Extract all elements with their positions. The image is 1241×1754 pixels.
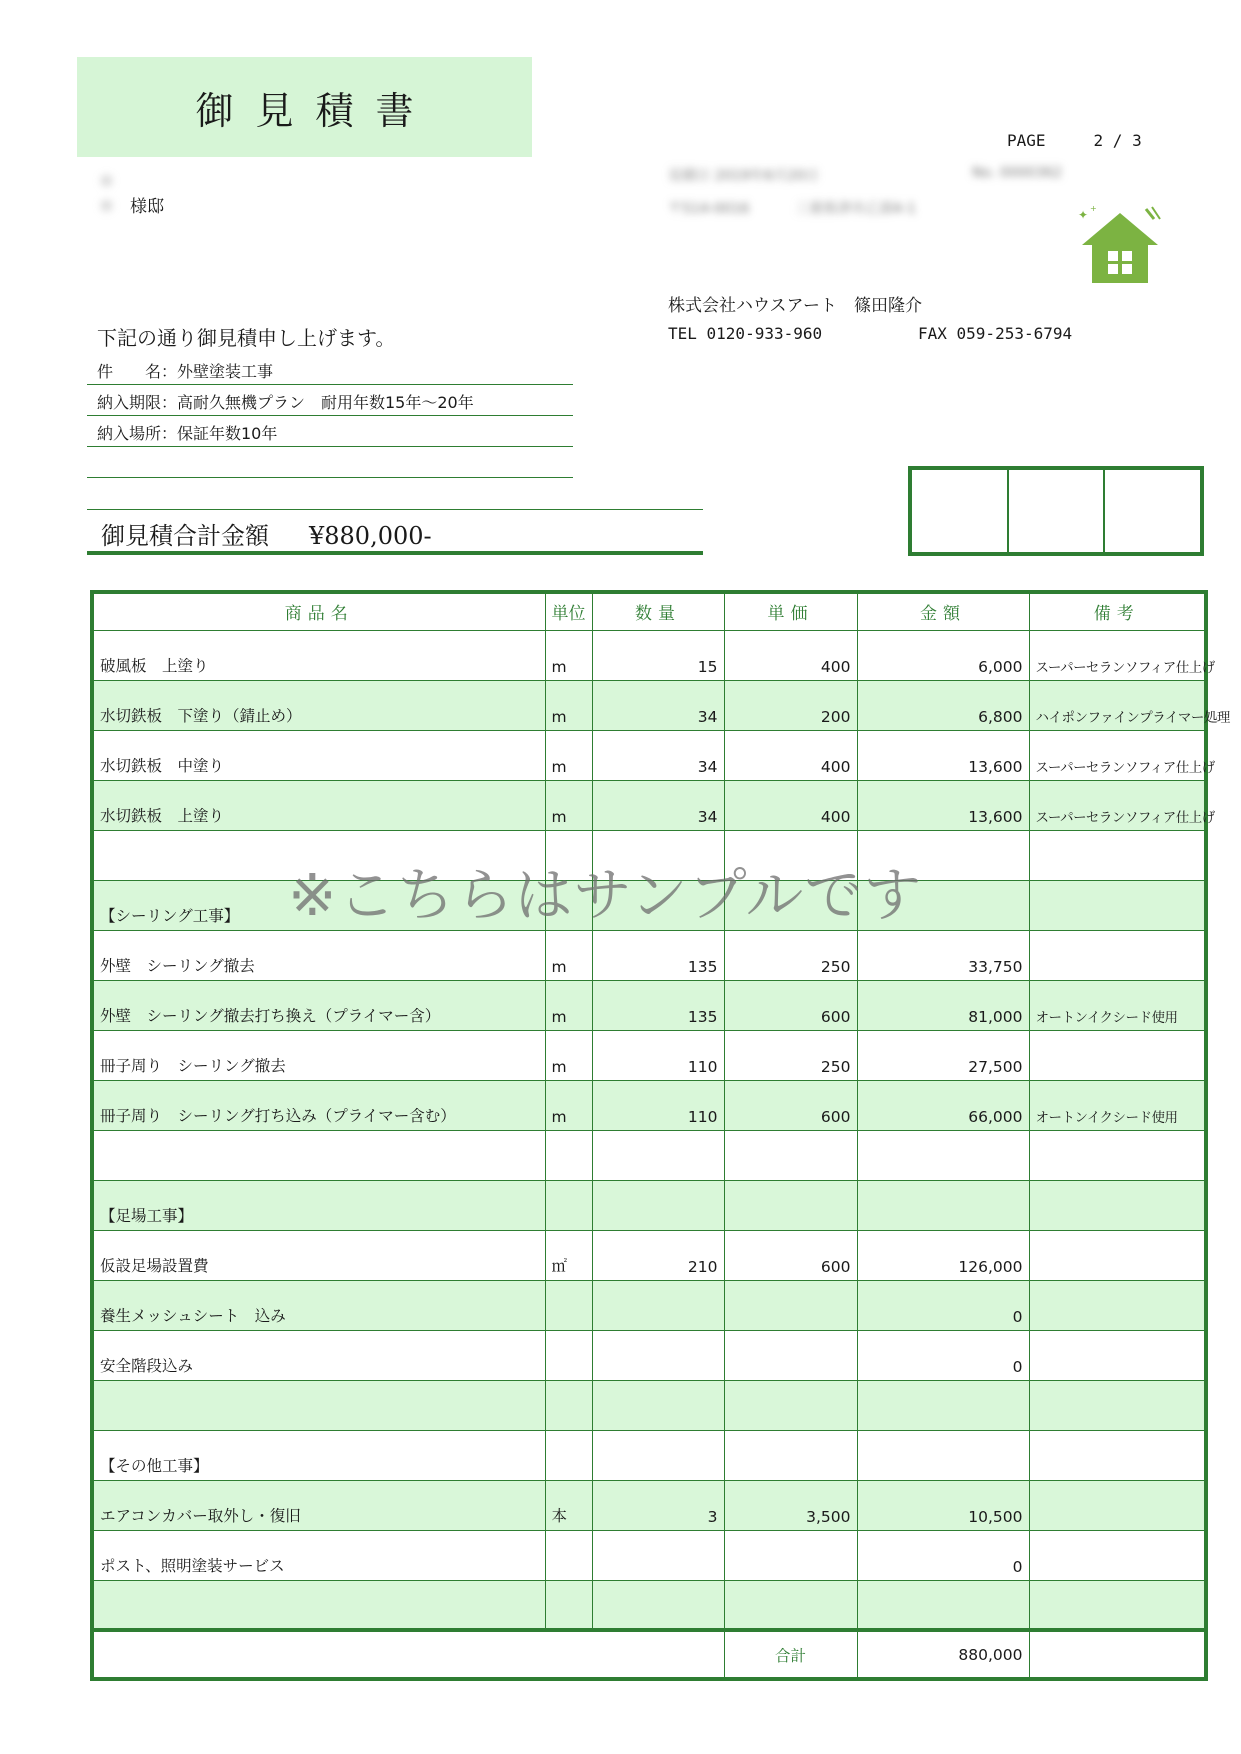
cell-remarks (1029, 1230, 1206, 1280)
client-name-blurred: ＊＊ (98, 172, 115, 217)
cell-item-name (92, 1580, 545, 1630)
table-row (92, 780, 1206, 830)
cell-item-name: 【シーリング工事】 (92, 880, 545, 930)
cell-unit: m (545, 680, 592, 730)
cell-remarks (1029, 830, 1206, 880)
total-row-blank (92, 1630, 724, 1679)
cell-unit-price (724, 1280, 857, 1330)
stamp-box (1105, 470, 1200, 552)
cell-quantity: 34 (592, 730, 724, 780)
cell-remarks (1029, 1130, 1206, 1180)
table-row (92, 680, 1206, 730)
cell-remarks (1029, 880, 1206, 930)
cell-quantity: 3 (592, 1480, 724, 1530)
cell-remarks (1029, 1480, 1206, 1530)
cell-item-name: 破風板 上塗り (92, 630, 545, 680)
cell-unit-price (724, 1330, 857, 1380)
cell-unit-price: 400 (724, 730, 857, 780)
stamp-box (912, 470, 1009, 552)
info-deadline: 納入期限：高耐久無機プラン 耐用年数15年～20年 (87, 386, 573, 416)
cell-quantity: 110 (592, 1030, 724, 1080)
cell-remarks (1029, 1430, 1206, 1480)
header-item-name: 商品名 (92, 592, 545, 630)
company-name: 株式会社ハウスアート 篠田隆介 (668, 296, 922, 316)
cell-unit-price (724, 880, 857, 930)
cell-item-name: エアコンカバー取外し・復旧 (92, 1480, 545, 1530)
document-title-box (77, 57, 532, 157)
table-row (92, 1580, 1206, 1630)
estimate-total (87, 509, 703, 555)
blurred-postal: 〒514-0016 (668, 201, 750, 217)
cell-item-name: 水切鉄板 上塗り (92, 780, 545, 830)
cell-amount (857, 1430, 1029, 1480)
table-row (92, 730, 1206, 780)
cell-unit-price (724, 1580, 857, 1630)
cell-amount (857, 1580, 1029, 1630)
cell-quantity (592, 1330, 724, 1380)
cell-quantity (592, 1280, 724, 1330)
cell-remarks: スーパーセランソフィア仕上げ (1029, 780, 1206, 830)
cell-amount (857, 1130, 1029, 1180)
header-unit-price: 単価 (724, 592, 857, 630)
cell-amount: 0 (857, 1530, 1029, 1580)
cell-amount: 0 (857, 1330, 1029, 1380)
cell-item-name: 冊子周り シーリング打ち込み（プライマー含む） (92, 1080, 545, 1130)
cell-item-name: 仮設足場設置費 (92, 1230, 545, 1280)
cell-item-name: 【その他工事】 (92, 1430, 545, 1480)
cell-unit: m (545, 1030, 592, 1080)
cell-quantity: 34 (592, 680, 724, 730)
cell-item-name: 外壁 シーリング撤去 (92, 930, 545, 980)
cell-quantity (592, 1530, 724, 1580)
estimate-total-value: ¥880,000- (309, 522, 432, 550)
table-row (92, 1280, 1206, 1330)
cell-amount: 0 (857, 1280, 1029, 1330)
cell-unit-price: 600 (724, 1230, 857, 1280)
cell-unit: ㎡ (545, 1230, 592, 1280)
cell-unit-price (724, 1430, 857, 1480)
client-suffix: 様邸 (130, 197, 164, 217)
cell-unit: m (545, 980, 592, 1030)
table-row (92, 1130, 1206, 1180)
cell-amount: 81,000 (857, 980, 1029, 1030)
table-row (92, 1230, 1206, 1280)
cell-amount (857, 830, 1029, 880)
cell-item-name (92, 830, 545, 880)
cell-quantity: 110 (592, 1080, 724, 1130)
cell-unit (545, 1530, 592, 1580)
cell-remarks (1029, 1280, 1206, 1330)
cell-amount (857, 1180, 1029, 1230)
cell-item-name: 水切鉄板 中塗り (92, 730, 545, 780)
total-value: 880,000 (857, 1630, 1029, 1679)
cell-remarks: ハイポンファインプライマー処理 (1029, 680, 1206, 730)
client-name (98, 167, 164, 217)
cell-unit-price: 400 (724, 630, 857, 680)
cell-amount (857, 1380, 1029, 1430)
cell-unit: 本 (545, 1480, 592, 1530)
total-row (92, 1630, 1206, 1679)
table-row (92, 880, 1206, 930)
cell-unit (545, 1130, 592, 1180)
table-row (92, 980, 1206, 1030)
company-fax: FAX 059-253-6794 (918, 324, 1073, 343)
cell-unit-price: 600 (724, 1080, 857, 1130)
cell-item-name: 外壁 シーリング撤去打ち換え（プライマー含） (92, 980, 545, 1030)
cell-unit-price: 400 (724, 780, 857, 830)
sample-watermark: ※こちらはサンプルです (288, 861, 923, 929)
cell-amount: 126,000 (857, 1230, 1029, 1280)
cell-amount: 33,750 (857, 930, 1029, 980)
cell-remarks: スーパーセランソフィア仕上げ (1029, 730, 1206, 780)
page-indicator (1007, 131, 1142, 150)
cell-item-name: 安全階段込み (92, 1330, 545, 1380)
cell-remarks (1029, 1030, 1206, 1080)
cell-quantity (592, 1580, 724, 1630)
svg-text:+: + (1090, 204, 1097, 213)
total-remarks-blank (1029, 1630, 1206, 1679)
table-row (92, 1030, 1206, 1080)
cell-item-name: 水切鉄板 下塗り（錆止め） (92, 680, 545, 730)
cell-quantity: 15 (592, 630, 724, 680)
cell-unit (545, 880, 592, 930)
cell-amount: 13,600 (857, 780, 1029, 830)
cell-unit-price (724, 1380, 857, 1430)
cell-unit: m (545, 930, 592, 980)
approval-stamp-boxes (908, 466, 1204, 556)
header-amount: 金額 (857, 592, 1029, 630)
stamp-box (1009, 470, 1106, 552)
cell-remarks (1029, 1330, 1206, 1380)
blurred-number: No. 0000362 (972, 165, 1063, 181)
table-row (92, 1480, 1206, 1530)
table-row (92, 1080, 1206, 1130)
cell-quantity: 34 (592, 780, 724, 830)
blurred-date: 見積日 2019年6月20日 (668, 168, 819, 184)
info-subject: 件 名：外壁塗装工事 (87, 355, 573, 385)
cell-unit-price (724, 1180, 857, 1230)
table-row (92, 930, 1206, 980)
cell-unit (545, 1580, 592, 1630)
cell-amount: 13,600 (857, 730, 1029, 780)
cell-item-name: 【足場工事】 (92, 1180, 545, 1230)
cell-amount: 66,000 (857, 1080, 1029, 1130)
total-label: 合計 (724, 1630, 857, 1679)
svg-text:✦: ✦ (1078, 208, 1089, 222)
cell-amount: 6,800 (857, 680, 1029, 730)
document-title: 御見積書 (195, 88, 436, 133)
cell-remarks: オートンイクシード使用 (1029, 980, 1206, 1030)
cell-remarks (1029, 1380, 1206, 1430)
cell-quantity (592, 1430, 724, 1480)
cell-unit-price (724, 1130, 857, 1180)
cell-quantity (592, 880, 724, 930)
cell-amount: 6,000 (857, 630, 1029, 680)
page-label: PAGE (1007, 131, 1046, 150)
cell-remarks: スーパーセランソフィア仕上げ (1029, 630, 1206, 680)
cell-unit (545, 1180, 592, 1230)
cell-quantity: 210 (592, 1230, 724, 1280)
cell-remarks (1029, 1180, 1206, 1230)
cell-amount (857, 880, 1029, 930)
cell-item-name: 養生メッシュシート 込み (92, 1280, 545, 1330)
table-row (92, 1530, 1206, 1580)
cell-remarks: オートンイクシード使用 (1029, 1080, 1206, 1130)
info-place: 納入場所：保証年数10年 (87, 417, 573, 447)
table-row (92, 1380, 1206, 1430)
cell-unit (545, 830, 592, 880)
table-row (92, 1330, 1206, 1380)
cell-item-name (92, 1380, 545, 1430)
house-logo-icon (1076, 205, 1164, 287)
cell-unit: m (545, 1080, 592, 1130)
company-tel: TEL 0120-933-960 (668, 324, 823, 343)
cell-quantity: 135 (592, 980, 724, 1030)
table-row (92, 630, 1206, 680)
cell-unit-price (724, 1530, 857, 1580)
cell-amount: 10,500 (857, 1480, 1029, 1530)
cell-amount: 27,500 (857, 1030, 1029, 1080)
cell-remarks (1029, 1530, 1206, 1580)
table-row (92, 1430, 1206, 1480)
intro-text: 下記の通り御見積申し上げます。 (97, 326, 396, 350)
info-blank (87, 448, 573, 478)
estimate-total-label: 御見積合計金額 (101, 522, 269, 550)
cell-item-name (92, 1130, 545, 1180)
table-header-row (92, 592, 1206, 630)
table-row (92, 830, 1206, 880)
cell-quantity (592, 1380, 724, 1430)
cell-unit (545, 1430, 592, 1480)
cell-remarks (1029, 930, 1206, 980)
cell-unit: m (545, 780, 592, 830)
cell-quantity (592, 1130, 724, 1180)
cell-unit: m (545, 630, 592, 680)
cell-remarks (1029, 1580, 1206, 1630)
cell-unit-price: 200 (724, 680, 857, 730)
estimate-table (90, 590, 1230, 1681)
cell-unit-price: 250 (724, 1030, 857, 1080)
header-remarks: 備考 (1029, 592, 1206, 630)
cell-quantity (592, 830, 724, 880)
cell-unit-price: 250 (724, 930, 857, 980)
cell-unit-price: 600 (724, 980, 857, 1030)
cell-unit-price: 3,500 (724, 1480, 857, 1530)
cell-unit (545, 1280, 592, 1330)
header-quantity: 数量 (592, 592, 724, 630)
cell-quantity: 135 (592, 930, 724, 980)
cell-unit-price (724, 830, 857, 880)
table-row (92, 1180, 1206, 1230)
header-unit: 単位 (545, 592, 592, 630)
cell-item-name: ポスト、照明塗装サービス (92, 1530, 545, 1580)
cell-unit (545, 1330, 592, 1380)
cell-quantity (592, 1180, 724, 1230)
blurred-address: 三重県津市乙部4-1 (795, 201, 916, 217)
cell-unit: m (545, 730, 592, 780)
cell-item-name: 冊子周り シーリング撤去 (92, 1030, 545, 1080)
cell-unit (545, 1380, 592, 1430)
page-number: 2 / 3 (1093, 131, 1142, 150)
